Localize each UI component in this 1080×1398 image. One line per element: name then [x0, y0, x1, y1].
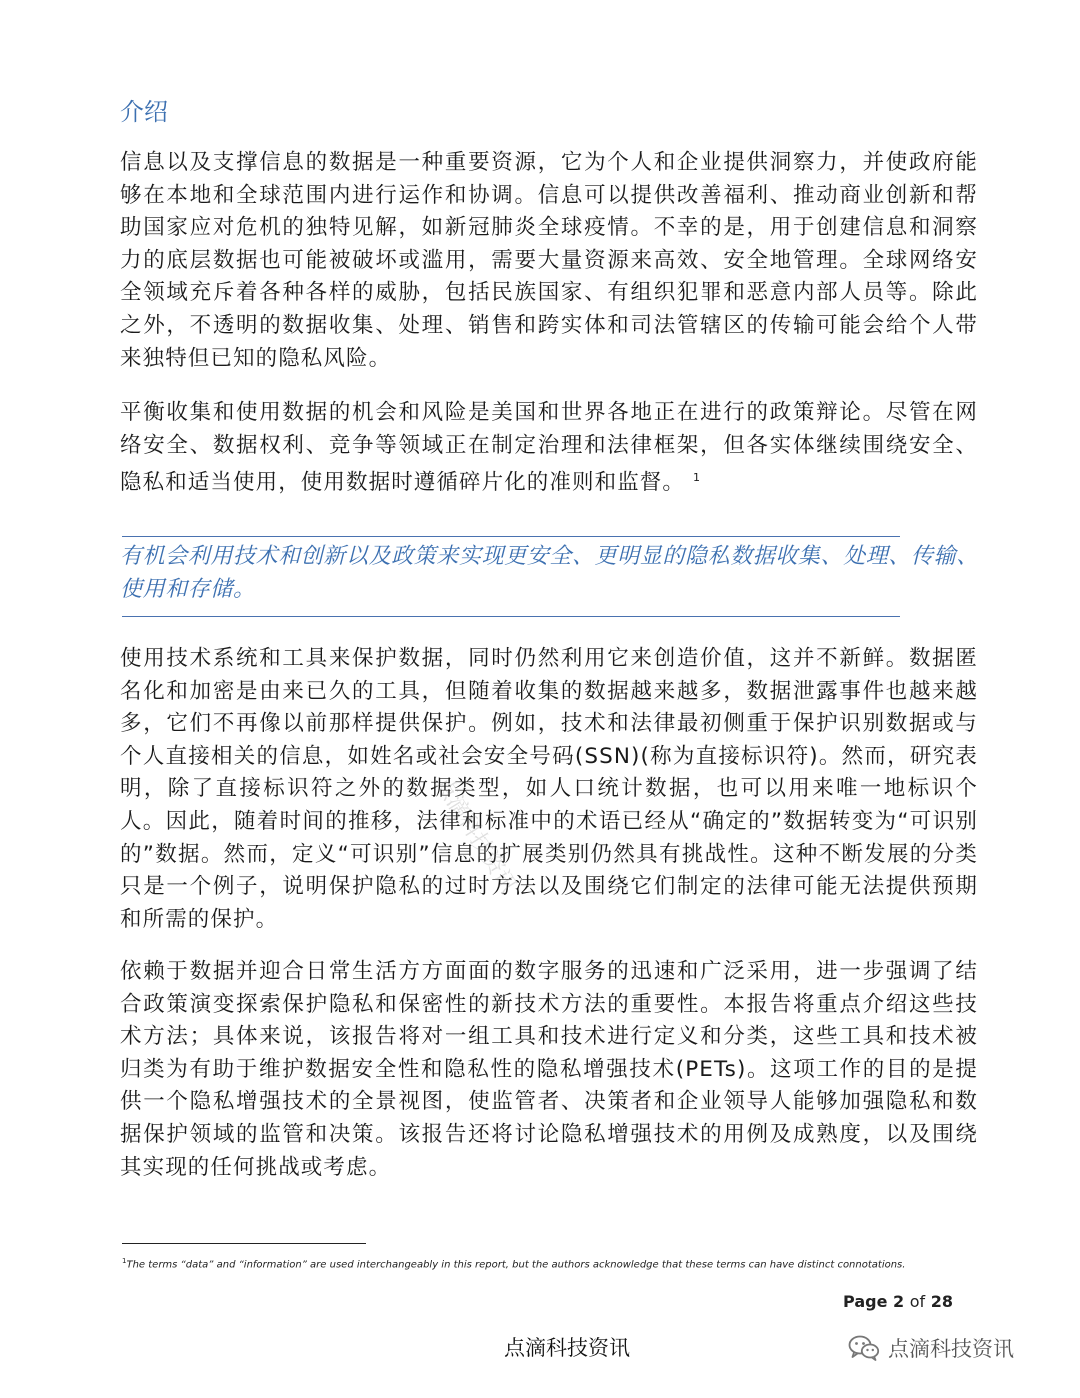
page-number-of: of [909, 1292, 926, 1311]
section-heading: 介绍 [120, 98, 168, 126]
brand-account[interactable] [848, 1333, 1014, 1363]
footnote-reference[interactable]: 1 [693, 471, 701, 485]
paragraph-report-scope: 依赖于数据并迎合日常生活方方面面的数字服务的迅速和广泛采用，进一步强调了结合政策演变探索保护隐私和保密性的新技术方法的重要性。本报告将重点介绍这些技术方法；具体来说，该报告将对一组工具和技术进行定义和分类，这些工具和技术被归类为有助于维护数据安全性和隐私性的隐私增强技术(PETs)。这项工作的目的是提供一个隐私增强技术的全景视图，使监管者、决策者和企业领导人能够加强隐私和数据保护领域的监管和决策。该报告还将讨论隐私增强技术的用例及成熟度，以及围绕其实现的任何挑战或考虑。 [120, 959, 978, 1180]
page-number-prefix: Page [843, 1292, 888, 1311]
pull-quote-bottom-rule [122, 616, 900, 617]
footnote-text: The terms “data” and “information” are used interchangeably in this report, but the authors acknowledge that these terms can have distinct connotations. [126, 1259, 906, 1271]
footnote-mark: 1 [122, 1257, 127, 1265]
page-number-current: 2 [893, 1292, 905, 1311]
footnote [122, 1253, 962, 1273]
brand-caption: 点滴科技资讯 [504, 1336, 630, 1360]
brand-account-name: 点滴科技资讯 [888, 1337, 1014, 1361]
pull-quote: 有机会利用技术和创新以及政策来实现更安全、更明显的隐私数据收集、处理、传输、使用和存储。 [120, 544, 979, 602]
footnote-divider [122, 1243, 366, 1244]
paragraph-technology: 使用技术系统和工具来保护数据，同时仍然利用它来创造价值，这并不新鲜。数据匿名化和加密是由来已久的工具，但随着收集的数据越来越多，数据泄露事件也越来越多，它们不再像以前那样提供保护。例如，技术和法律最初侧重于保护识别数据或与个人直接相关的信息，如姓名或社会安全号码(SSN)(称为直接标识符)。然而，研究表明，除了直接标识符之外的数据类型，如人口统计数据，也可以用来唯一地标识个人。因此，随着时间的推移，法律和标准中的术语已经从“确定的”数据转变为“可识别的”数据。然而，定义“可识别”信息的扩展类别仍然具有挑战性。这种不断发展的分类只是一个例子，说明保护隐私的过时方法以及围绕它们制定的法律可能无法提供预期和所需的保护。 [120, 646, 978, 932]
watermark: 点滴科技资讯 [429, 772, 521, 898]
pull-quote-top-rule [122, 536, 900, 537]
page-number [843, 1292, 953, 1311]
paragraph-intro: 信息以及支撑信息的数据是一种重要资源，它为个人和企业提供洞察力，并使政府能够在本地和全球范围内进行运作和协调。信息可以提供改善福利、推动商业创新和帮助国家应对危机的独特见解，如新冠肺炎全球疫情。不幸的是，用于创建信息和洞察力的底层数据也可能被破坏或滥用，需要大量资源来高效、安全地管理。全球网络安全领域充斥着各种各样的威胁，包括民族国家、有组织犯罪和恶意内部人员等。除此之外，不透明的数据收集、处理、销售和跨实体和司法管辖区的传输可能会给个人带来独特但已知的隐私风险。 [120, 150, 978, 371]
wechat-icon [848, 1334, 880, 1362]
page-number-total: 28 [930, 1292, 953, 1311]
paragraph-policy [120, 397, 978, 500]
paragraph-policy-text: 平衡收集和使用数据的机会和风险是美国和世界各地正在进行的政策辩论。尽管在网络安全、数据权利、竞争等领域正在制定治理和法律框架，但各实体继续围绕安全、隐私和适当使用，使用数据时遵循碎片化的准则和监督。 [120, 400, 978, 496]
